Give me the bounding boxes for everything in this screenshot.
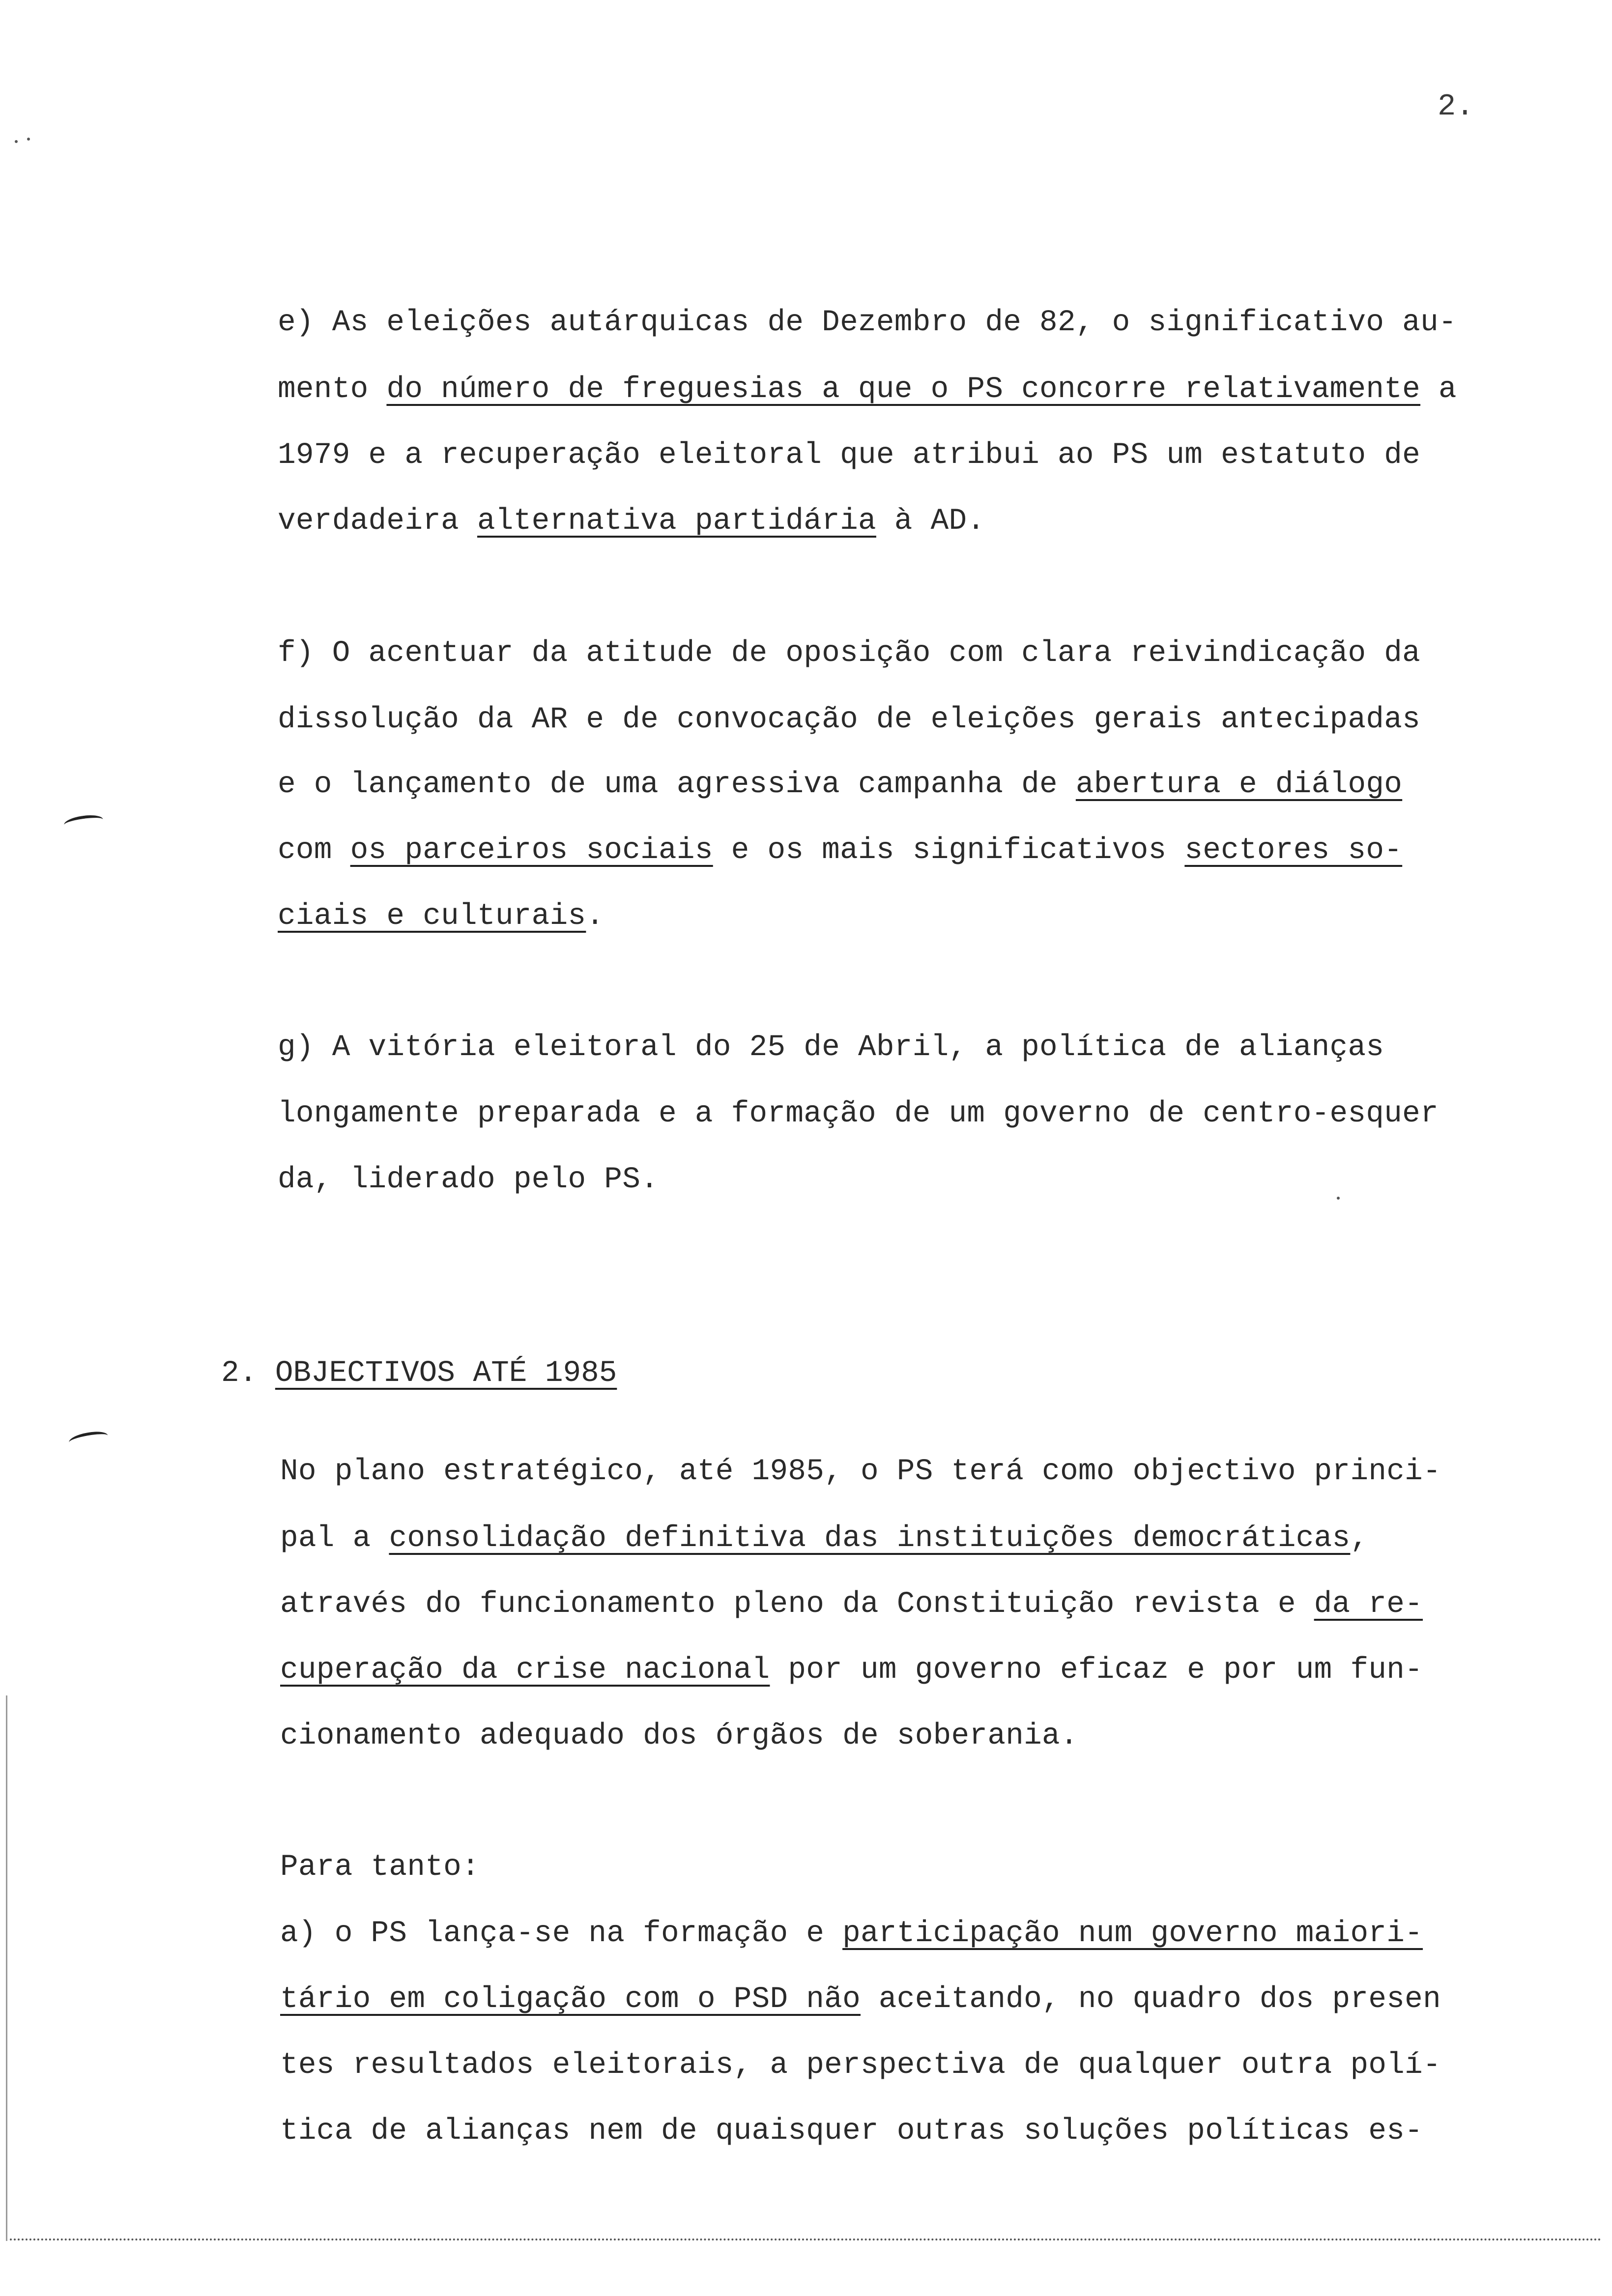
item-e-line-3: 1979 e a recuperação eleitoral que atribui ao PS um estatuto de [278,438,1421,472]
item-f-line-2: dissolução da AR e de convocação de eleições gerais antecipadas [278,703,1421,737]
scan-speck [27,138,30,141]
item-e-line-2 [278,368,1457,412]
plan-line-2-text: pal a [280,1521,389,1555]
page-number: 2. [1438,89,1474,124]
plan-line-5: cionamento adequado dos órgãos de soberania. [280,1719,1078,1753]
item-f-underlined-abertura: abertura e diálogo [1075,768,1403,802]
item-f-line-3 [278,763,1402,807]
plan-line-3-text: através do funcionamento pleno da Constituição revista e [280,1587,1314,1621]
margin-pencil-mark [63,813,104,832]
item-e-line-4-text: verdadeira [278,504,477,538]
item-e-line-1: e) As eleições autárquicas de Dezembro de 82, o significativo au- [278,306,1457,340]
item-f-line-3-text: e o lançamento de uma agressiva campanha de [278,768,1076,802]
plan-line-3 [280,1582,1423,1627]
section-number: 2. [221,1356,258,1390]
item-a-line-4: tica de alianças nem de quaisquer outras soluções políticas es- [280,2114,1423,2148]
item-e-line-4 [278,499,985,544]
item-f-line-4-mid: e os mais significativos [713,833,1185,867]
item-e-line-2-end: a [1420,373,1457,406]
item-f-line-5 [278,894,604,939]
item-e-line-4-end: à AD. [876,504,985,538]
item-a-line-2-end: aceitando, no quadro dos presen [861,1982,1441,2016]
item-f-line-5-end: . [586,899,604,933]
item-g-line-2: longamente preparada e a formação de um governo de centro-esquer [278,1097,1439,1131]
item-g-line-3: da, liderado pelo PS. [278,1163,659,1197]
item-f-line-4 [278,829,1402,873]
scan-speck [1337,1197,1340,1200]
item-g-line-1: g) A vitória eleitoral do 25 de Abril, a política de alianças [278,1031,1384,1064]
plan-line-2 [280,1517,1368,1561]
scan-speck [15,140,18,143]
plan-line-4-end: por um governo eficaz e por um fun- [770,1653,1423,1687]
plan-line-1: No plano estratégico, até 1985, o PS terá como objectivo princi- [280,1455,1441,1489]
item-a-underlined-tario: tário em coligação com o PSD não [280,1982,861,2016]
plan-line-4 [280,1648,1423,1693]
item-e-underlined-alternativa: alternativa partidária [477,504,876,538]
plan-line-2-end: , [1350,1521,1369,1555]
item-e-underlined-phrase: do número de freguesias a que o PS concorre relativamente [386,373,1421,406]
para-tanto: Para tanto: [280,1850,480,1884]
section-heading [221,1351,617,1396]
item-f-underlined-culturais: ciais e culturais [278,899,586,933]
item-f-line-4-text: com [278,833,350,867]
item-a-underlined-participacao: participação num governo maiori- [842,1917,1423,1951]
margin-pencil-mark [68,1429,109,1448]
item-f-underlined-sectores: sectores so- [1184,833,1403,867]
item-a-line-2 [280,1978,1441,2022]
item-a-line-1 [280,1912,1423,1956]
item-a-line-3: tes resultados eleitorais, a perspectiva de qualquer outra polí- [280,2048,1441,2082]
plan-underlined-da-re: da re- [1314,1587,1423,1621]
plan-underlined-consolidacao: consolidação definitiva das instituições democráticas [389,1521,1351,1555]
plan-underlined-recuperacao: cuperação da crise nacional [280,1653,770,1687]
scan-bottom-edge [10,2239,1602,2242]
scan-edge-line [6,1695,7,2241]
item-f-underlined-parceiros: os parceiros sociais [350,833,713,867]
section-title: OBJECTIVOS ATÉ 1985 [275,1356,617,1390]
item-a-line-1-text: a) o PS lança-se na formação e [280,1917,843,1951]
item-e-line-2-text: mento [278,373,387,406]
item-f-line-1: f) O acentuar da atitude de oposição com clara reivindicação da [278,636,1421,670]
